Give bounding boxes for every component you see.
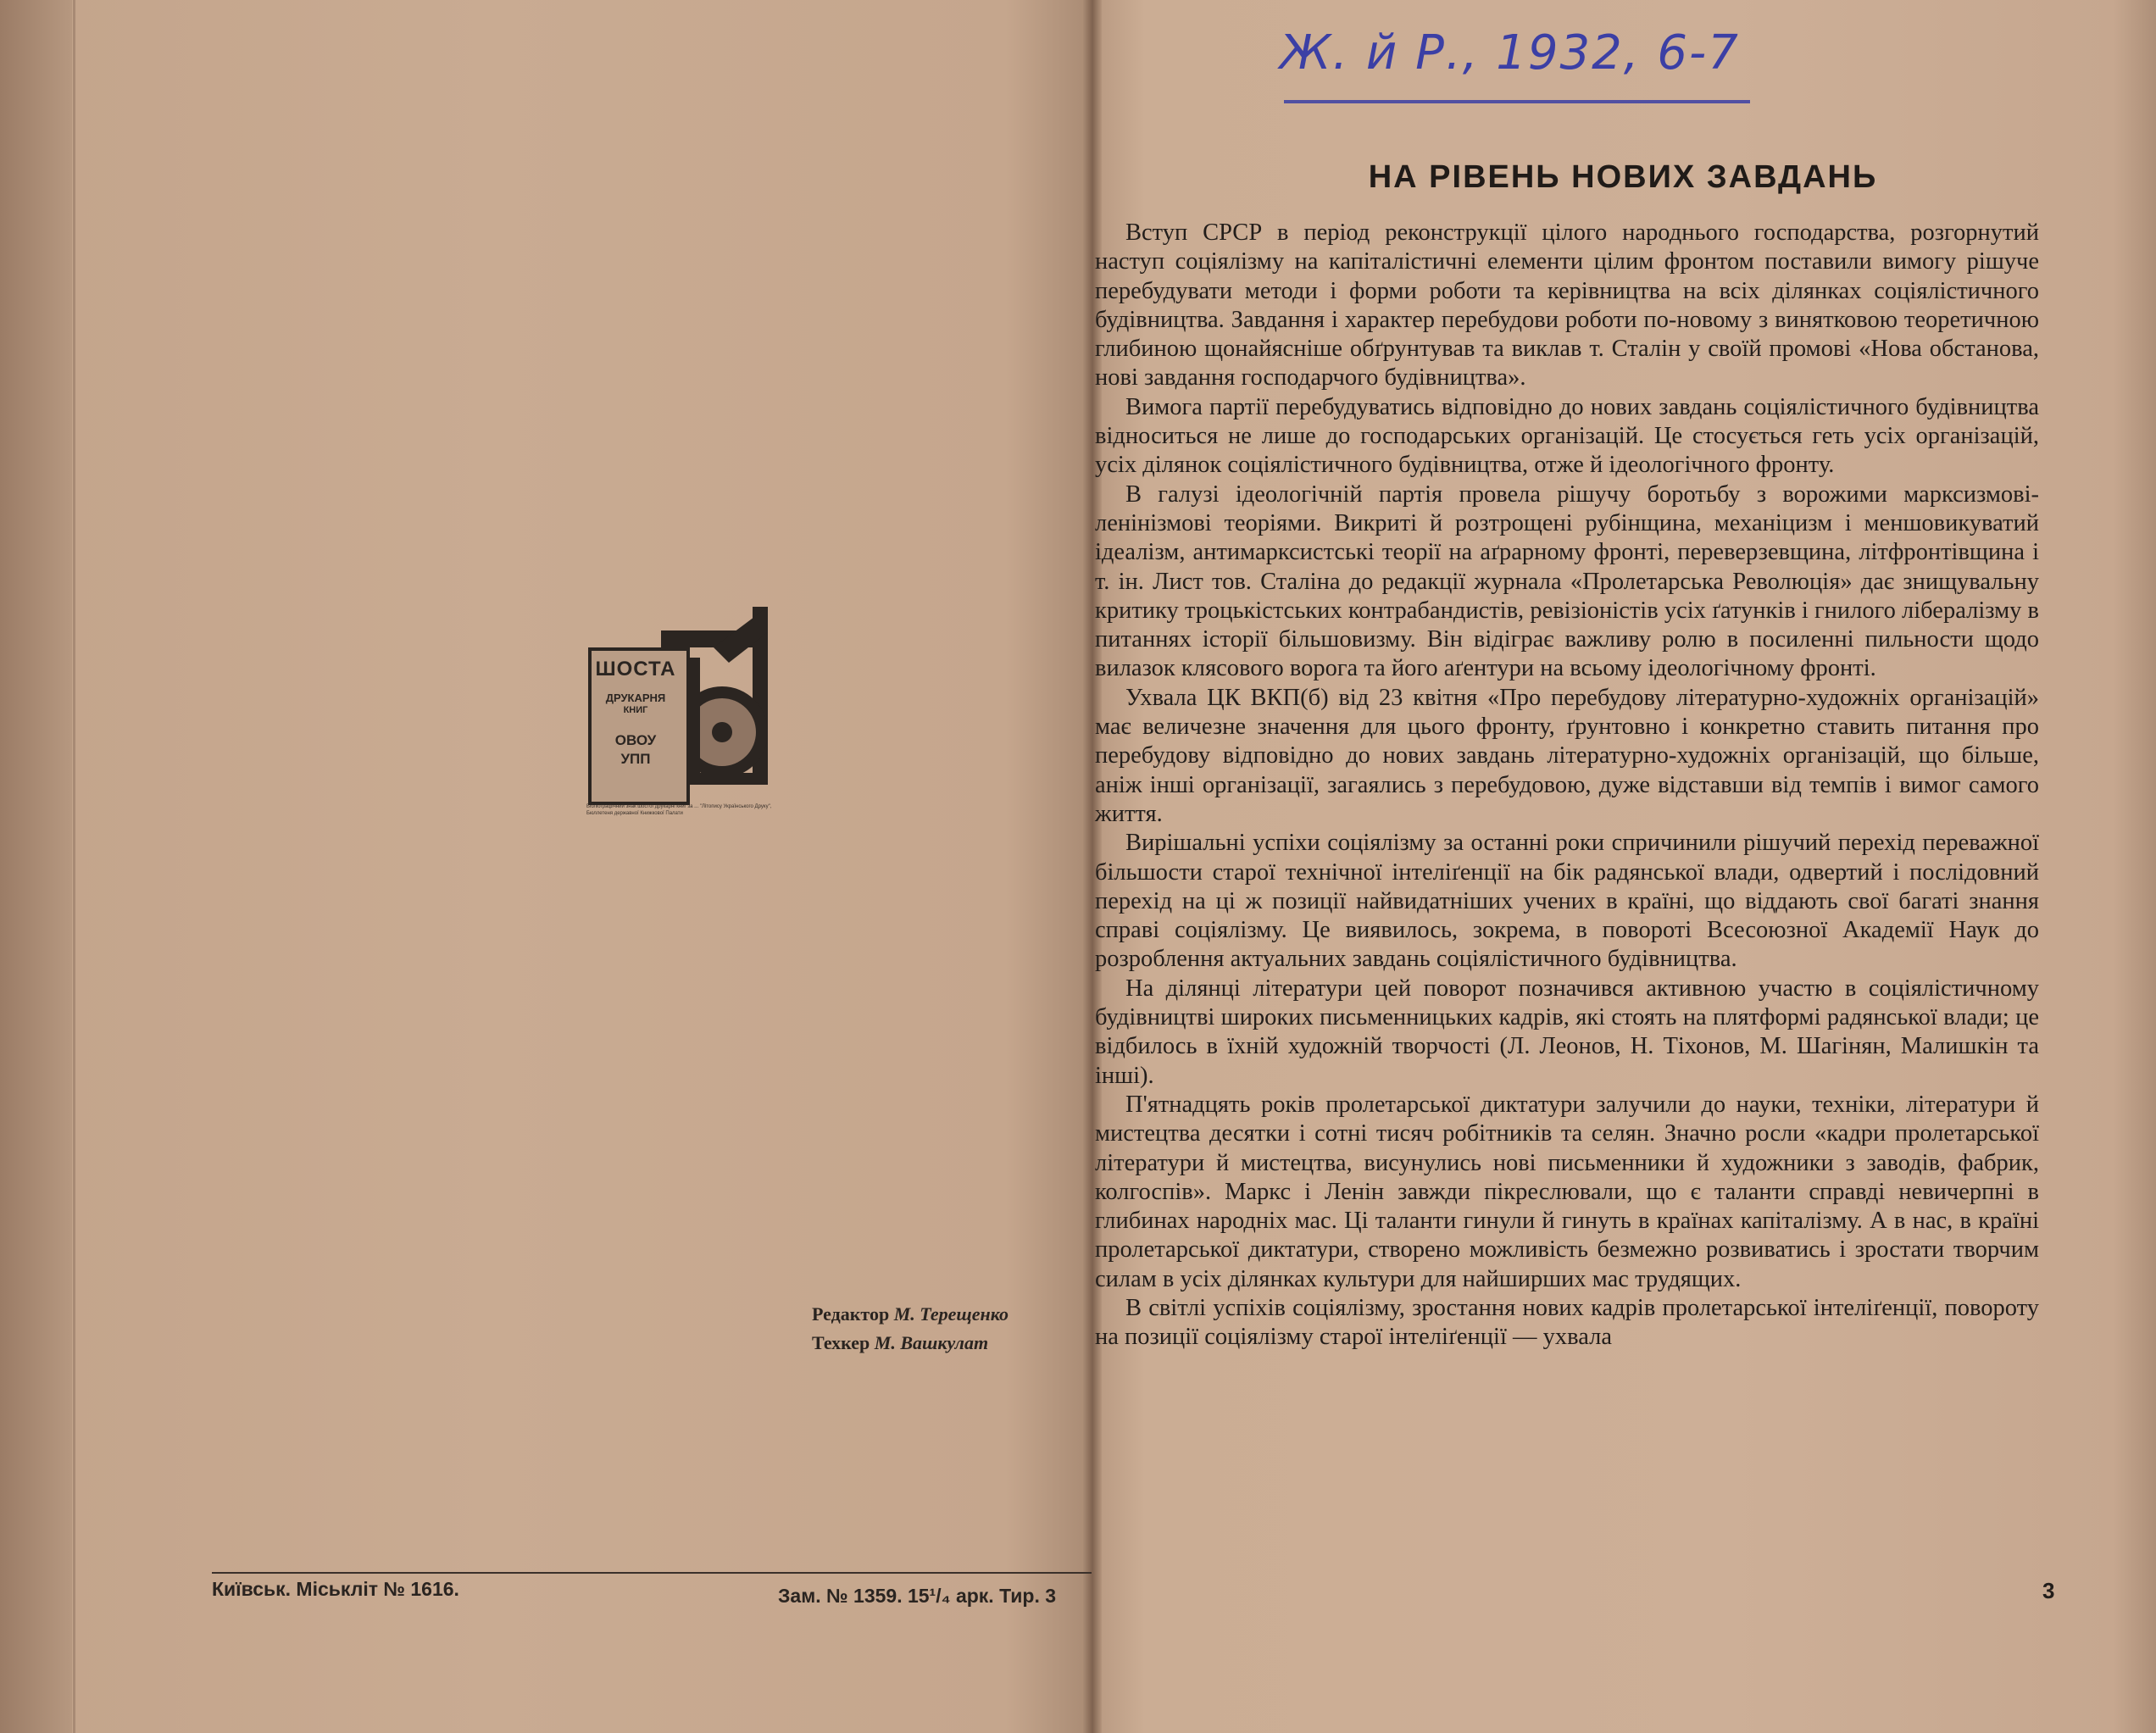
article-paragraph: Вступ СРСР в період реконструкції цілого народнього господарства, розгорнутий наступ соціялізму на капіталістичні елементи цілим фронтом поставили вимогу рішуче перебудувати методи і форми роботи та керівництва на всіх ділянках соціялістичного будівництва. Завдання і характер перебудови роботи по-новому з винятковою теоретичною глибиною щонайясніше обґрунтував та виклав т. Сталін у своїй промові «Нова обстанова, нові завдання господарчого будівництва». — [1095, 219, 2039, 392]
editor-name: М. Терещенко — [893, 1303, 1009, 1325]
stamp-underline — [1284, 100, 1750, 103]
article-paragraph: П'ятнадцять років пролетарської диктатури залучили до науки, техніки, літератури й мистецтва десятки і сотні тисяч робітників та селян. Значно росли «кадри пролетарської літератури й мистецтва, висунулись нові письменники й художники з заводів, фабрик, колгоспів». Маркс і Ленін завжди пікреслювали, що є таланти справді невичерпні в глибинах народніх мас. Ці таланти гинули й гинуть в країнах капіталізму. А в нас, в країні пролетарської диктатури, створено можливість безмежно розвиватись і зростати творчим силам в усіх ділянках культури для найширших мас трудящих. — [1095, 1091, 2039, 1292]
editor-credits — [812, 1300, 1009, 1358]
page-edge — [0, 0, 72, 1733]
article-paragraph: Ухвала ЦК ВКП(б) від 23 квітня «Про перебудову літературно-художніх організацій» має величезне значення для цього фронту, ґрунтовно і конкретно ставить питання про перебудову відповідно до нових завдань літературно-художніх організацій, що більше, аніж інші організації, загаялись з перебудовою, дуже відставши від темпів і вимог самого життя. — [1095, 684, 2039, 827]
printer-mark-line1: ШОСТА — [595, 658, 676, 680]
article-paragraph: Вирішальні успіхи соціялізму за останні роки спричинили рішучий перехід переважної більшости старої технічної інтеліґенції на бік радянської влади, одвертий і послідовний перехід на ці ж позиції найвидатніших учених в країні, що віддають свої багаті знання справі соціялізму. Це виявилось, зокрема, в повороті Всесоюзної Академії Наук до розроблення актуальних завдань соціялістичного будівництва. — [1095, 830, 2039, 973]
techeditor-line — [812, 1329, 1009, 1358]
imprint-left: Київськ. Міськліт № 1616. — [212, 1578, 459, 1600]
printer-mark-line5: УПП — [620, 751, 651, 767]
printer-mark — [586, 607, 775, 825]
article-paragraph: На ділянці літератури цей поворот позначився активною участю в соціялістичному будівництві широких письменницьких кадрів, які стоять на плятформі радянської влади; це відбилось в їхній художній творчості (Л. Леонов, Н. Тіхонов, М. Шагінян, Малишкін та інші). — [1095, 975, 2039, 1089]
editor-label: Редактор — [812, 1303, 890, 1325]
handwritten-stamp: Ж. й Р., 1932, 6-7 — [1280, 25, 1740, 81]
article-paragraph: В галузі ідеологічній партія провела рішучу боротьбу з ворожими марксизмові-ленінізмові теоріями. Викриті й розтрощені рубінщина, механіцизм і меншовикуватий ідеалізм, антимарксистські теорії на аґрарному фронті, переверзевщина, літфронтівщина і т. ін. Лист тов. Сталіна до редакції журнала «Пролетарська Революція» дає знищувальну критику троцькістських контрабандистів, ревізіоністів усіх ґатунків і гнилого лібералізму в питаннях історії більшовизму. Він відіграє важливу ролю в посиленні пильности щодо вилазок клясового ворога та його аґентури на всьому ідеологічному фронті. — [1095, 480, 2039, 682]
page-edge-line — [73, 0, 75, 1733]
printer-mark-line4: ОВОУ — [614, 732, 657, 748]
article-paragraph: Вимога партії перебудуватись відповідно до нових завдань соціялістичного будівництва відноситься не лише до господарських організацій. Це стосується геть усіх організацій, усіх ділянок соціялістичного будівництва, отже й ідеологічного фронту. — [1095, 393, 2039, 479]
article-paragraph: В світлі успіхів соціялізму, зростання нових кадрів пролетарської інтеліґенції, повороту на позиції соціялізму старої інтеліґенції — ухвала — [1095, 1294, 2039, 1351]
printer-mark-line3: КНИГ — [623, 705, 648, 715]
imprint-right: Зам. № 1359. 15¹/₄ арк. Тир. 3 — [778, 1585, 1057, 1607]
printer-mark-caption: Бібліографічний знак шостої друкарні книг за ... "Літопису Українського Друку", Бюллетеня державної Книжкової Палати — [586, 804, 772, 816]
footer-rule — [212, 1572, 1092, 1574]
article-body — [1095, 219, 2039, 1353]
techeditor-label: Техкер — [812, 1332, 870, 1353]
printer-mark-line2: ДРУКАРНЯ — [605, 692, 666, 704]
page-number: 3 — [2042, 1578, 2055, 1603]
article-title: НА РІВЕНЬ НОВИХ ЗАВДАНЬ — [1368, 159, 1878, 195]
editor-line — [812, 1300, 1009, 1329]
techeditor-name: М. Вашкулат — [874, 1332, 989, 1353]
